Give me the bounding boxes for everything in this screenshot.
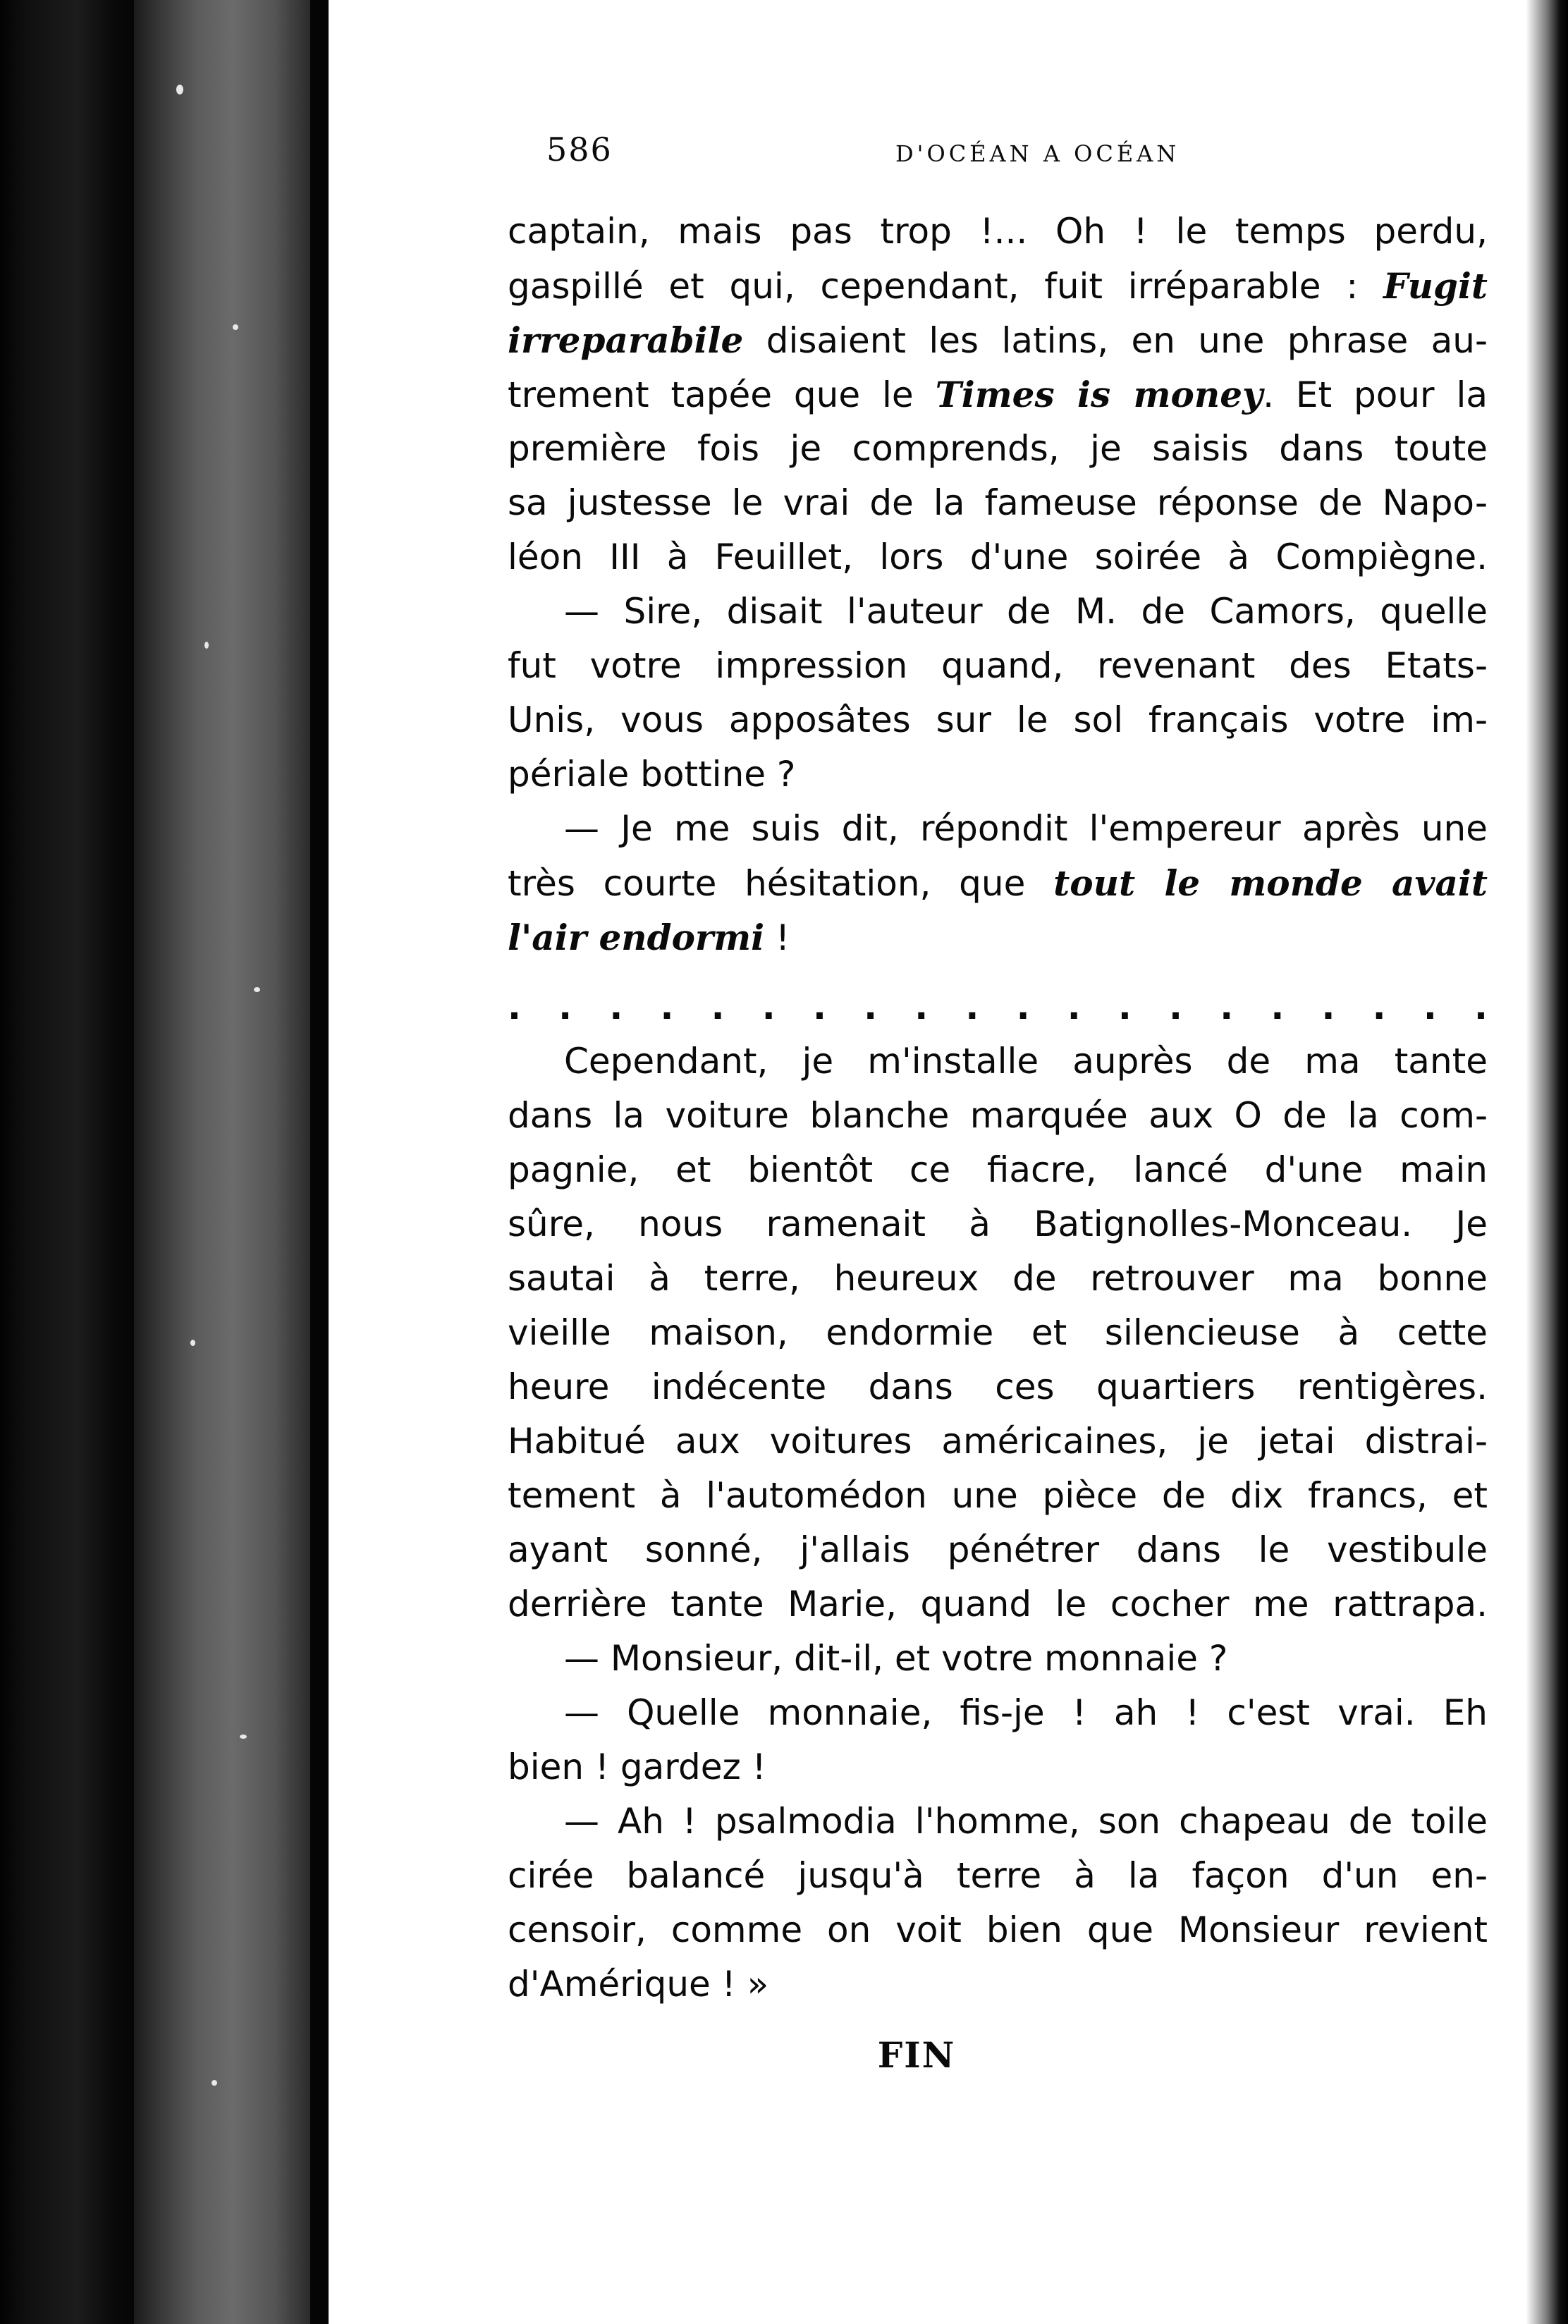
text-span: gaspillé et qui, cependant, fuit irréparable : xyxy=(508,266,1359,307)
text-line xyxy=(508,204,1488,259)
text-line xyxy=(508,530,1488,585)
text-span: sautai à terre, heureux de retrouver ma bonne xyxy=(508,1258,1488,1299)
text-line xyxy=(508,1089,1488,1143)
scan-speck xyxy=(204,642,209,649)
text-span: Habitué aux voitures américaines, je jetai distrai- xyxy=(508,1421,1488,1462)
text-line xyxy=(508,1143,1488,1197)
text-line xyxy=(508,422,1488,476)
text-span: censoir, comme on voit bien que Monsieur revient xyxy=(508,1909,1488,1950)
page-gutter-shadow xyxy=(134,0,324,2324)
text-line xyxy=(508,1360,1488,1414)
text-span: heure indécente dans ces quartiers rentigères. xyxy=(508,1366,1488,1407)
text-span: — Sire, disait l'auteur de M. de Camors, quelle xyxy=(564,591,1488,632)
text-span: fut votre impression quand, revenant des Etats- xyxy=(508,645,1488,686)
text-span: première fois je comprends, je saisis dans toute xyxy=(508,428,1488,469)
text-span: derrière tante Marie, quand le cocher me rattrapa. xyxy=(508,1584,1488,1625)
italic-text: l'air endormi xyxy=(508,917,765,958)
text-line xyxy=(508,639,1488,693)
scan-speck xyxy=(233,324,238,330)
page-edge xyxy=(310,0,329,2324)
text-span: vieille maison, endormie et silencieuse à cette xyxy=(508,1312,1488,1353)
text-span: très courte hésitation, que xyxy=(508,863,1054,904)
text-line xyxy=(508,1957,1488,2012)
text-line xyxy=(508,1686,1488,1740)
text-span: dans la voiture blanche marquée aux O de la com- xyxy=(508,1095,1488,1136)
text-span: disaient les latins, en une phrase au- xyxy=(743,320,1488,361)
text-line xyxy=(508,367,1488,422)
text-line xyxy=(508,1523,1488,1577)
text-line xyxy=(508,476,1488,530)
text-line xyxy=(508,802,1488,856)
scan-speck xyxy=(254,987,260,992)
text-line xyxy=(508,1414,1488,1469)
text-line xyxy=(508,856,1488,910)
text-line xyxy=(508,1252,1488,1306)
text-line xyxy=(508,1197,1488,1252)
text-span: périale bottine ? xyxy=(508,754,796,795)
right-margin-shadow xyxy=(1505,0,1568,2324)
italic-text: tout le monde avait xyxy=(1053,862,1488,904)
section-break-dots: . . . . . . . . . . . . . . . . . . . . xyxy=(508,986,1488,1027)
book-spine xyxy=(0,0,134,2324)
text-span: captain, mais pas trop !... Oh ! le temps perdu, xyxy=(508,211,1488,252)
italic-text: Times is money xyxy=(935,374,1263,415)
running-title: D'OCÉAN A OCÉAN xyxy=(895,140,1180,167)
text-span: — Quelle monnaie, fis-je ! ah ! c'est vrai. Eh xyxy=(564,1692,1488,1733)
text-line xyxy=(508,313,1488,367)
text-span: sûre, nous ramenait à Batignolles-Monceau. Je xyxy=(508,1204,1488,1244)
end-mark: FIN xyxy=(877,2034,956,2076)
text-line xyxy=(508,1469,1488,1523)
italic-text: irreparabile xyxy=(508,319,744,361)
text-span: — Je me suis dit, répondit l'empereur après une xyxy=(564,808,1488,849)
text-line xyxy=(508,747,1488,802)
text-span: trement tapée que le xyxy=(508,374,936,415)
text-line xyxy=(508,1577,1488,1632)
text-span: pagnie, et bientôt ce fiacre, lancé d'une main xyxy=(508,1149,1488,1190)
text-span: ! xyxy=(764,917,790,958)
text-span: léon III à Feuillet, lors d'une soirée à Compiègne. xyxy=(508,537,1488,577)
book-page xyxy=(331,0,1502,2324)
text-span: tement à l'automédon une pièce de dix francs, et xyxy=(508,1475,1488,1516)
text-line xyxy=(508,259,1488,313)
scan-speck xyxy=(240,1735,247,1739)
text-line xyxy=(508,1632,1488,1686)
scan-speck xyxy=(190,1340,195,1346)
text-line xyxy=(508,1306,1488,1360)
text-span: cirée balancé jusqu'à terre à la façon d'un en- xyxy=(508,1855,1488,1896)
page-number: 586 xyxy=(546,130,613,169)
text-line xyxy=(508,1034,1488,1089)
text-span: Cependant, je m'installe auprès de ma tante xyxy=(564,1041,1488,1082)
body-text xyxy=(508,204,1488,2012)
page-header xyxy=(546,130,1505,180)
text-line xyxy=(508,1903,1488,1957)
text-span: ayant sonné, j'allais pénétrer dans le vestibule xyxy=(508,1529,1488,1570)
text-span: Unis, vous apposâtes sur le sol français votre im- xyxy=(508,699,1488,740)
scan-speck xyxy=(212,2080,217,2086)
text-line xyxy=(508,1740,1488,1794)
text-line xyxy=(508,693,1488,747)
text-span: bien ! gardez ! xyxy=(508,1747,766,1787)
text-line xyxy=(508,910,1488,965)
text-span: d'Amérique ! » xyxy=(508,1964,769,2005)
text-line xyxy=(508,1794,1488,1849)
text-span: — Monsieur, dit-il, et votre monnaie ? xyxy=(564,1638,1228,1679)
text-span: . Et pour la xyxy=(1263,374,1488,415)
text-line xyxy=(508,1849,1488,1903)
italic-text: Fugit xyxy=(1383,265,1488,307)
text-span: sa justesse le vrai de la fameuse réponse de Napo- xyxy=(508,482,1488,523)
scan-speck xyxy=(176,85,183,94)
text-line xyxy=(508,585,1488,639)
text-span: — Ah ! psalmodia l'homme, son chapeau de toile xyxy=(564,1801,1488,1842)
